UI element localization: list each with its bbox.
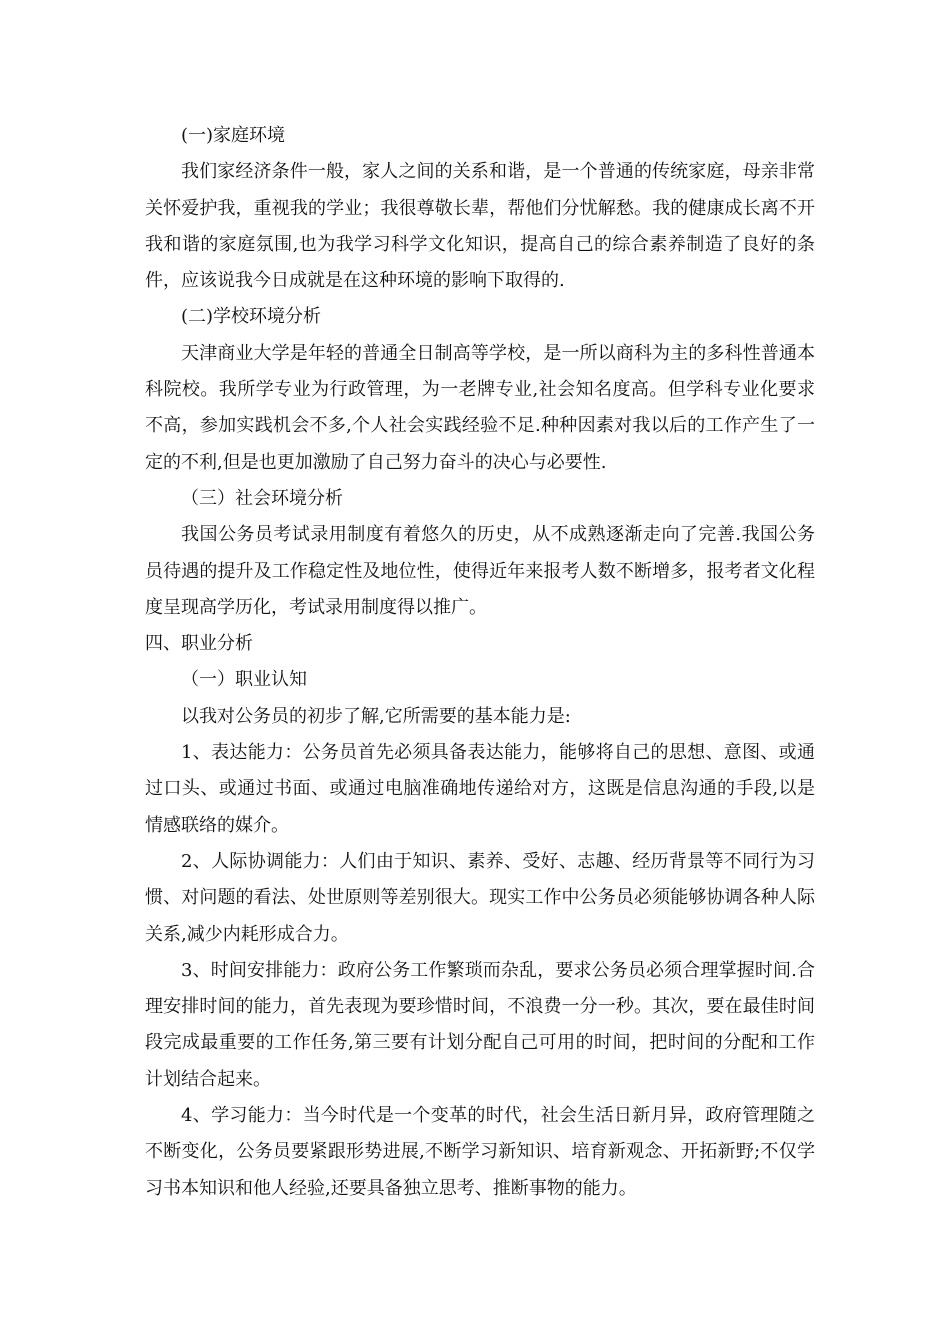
paragraph-learning-ability: 4、学习能力：当今时代是一个变革的时代，社会生活日新月异，政府管理随之不断变化，公务员要紧跟形势进展,不断学习新知识、培育新观念、开拓新野;不仅学习书本知识和他人经验,还要具备独立思考、推断事物的能力。 xyxy=(145,1105,815,1199)
paragraph-time-management-ability: 3、时间安排能力：政府公务工作繁琐而杂乱，要求公务员必须合理掌握时间.合理安排时间的能力，首先表现为要珍惜时间，不浪费一分一秒。其次，要在最佳时间段完成最重要的工作任务,第三要有计划分配自己可用的时间，把时间的分配和工作计划结合起来。 xyxy=(145,959,815,1090)
heading-school-environment: (二)学校环境分析 xyxy=(181,306,322,328)
paragraph-social-environment: 我国公务员考试录用制度有着悠久的历史，从不成熟逐渐走向了完善.我国公务员待遇的提升及工作稳定性及地位性，使得近年来报考人数不断增多，报考者文化程度呈现高学历化，考试录用制度得以推广。 xyxy=(145,524,815,618)
heading-social-environment: （三）社会环境分析 xyxy=(181,487,343,509)
paragraph-school-environment: 天津商业大学是年轻的普通全日制高等学校，是一所以商科为主的多科性普通本科院校。我所学专业为行政管理，为一老牌专业,社会知名度高。但学科专业化要求不高，参加实践机会不多,个人社会实践经验不足.种种因素对我以后的工作产生了一定的不利,但是也更加激励了自己努力奋斗的决心与必要性. xyxy=(145,342,815,473)
paragraph-family-environment: 我们家经济条件一般，家人之间的关系和谐，是一个普通的传统家庭，母亲非常关怀爱护我，重视我的学业；我很尊敬长辈，帮他们分忧解愁。我的健康成长离不开我和谐的家庭氛围,也为我学习科学文化知识，提高自己的综合素养制造了良好的条件，应该说我今日成就是在这种环境的影响下取得的. xyxy=(145,161,815,292)
paragraph-abilities-intro: 以我对公务员的初步了解,它所需要的基本能力是: xyxy=(181,705,571,727)
heading-career-cognition: （一）职业认知 xyxy=(181,669,307,691)
document-body xyxy=(145,118,815,1207)
section-title-career-analysis: 四、职业分析 xyxy=(145,633,253,655)
paragraph-coordination-ability: 2、人际协调能力：人们由于知识、素养、受好、志趣、经历背景等不同行为习惯、对问题的看法、处世原则等差别很大。现实工作中公务员必须能够协调各种人际关系,减少内耗形成合力。 xyxy=(145,850,815,945)
heading-family-environment: (一)家庭环境 xyxy=(181,125,286,146)
paragraph-expression-ability: 1、表达能力：公务员首先必须具备表达能力，能够将自己的思想、意图、或通过口头、或通过书面、或通过电脑准确地传递给对方，这既是信息沟通的手段,以是情感联络的媒介。 xyxy=(145,742,815,836)
